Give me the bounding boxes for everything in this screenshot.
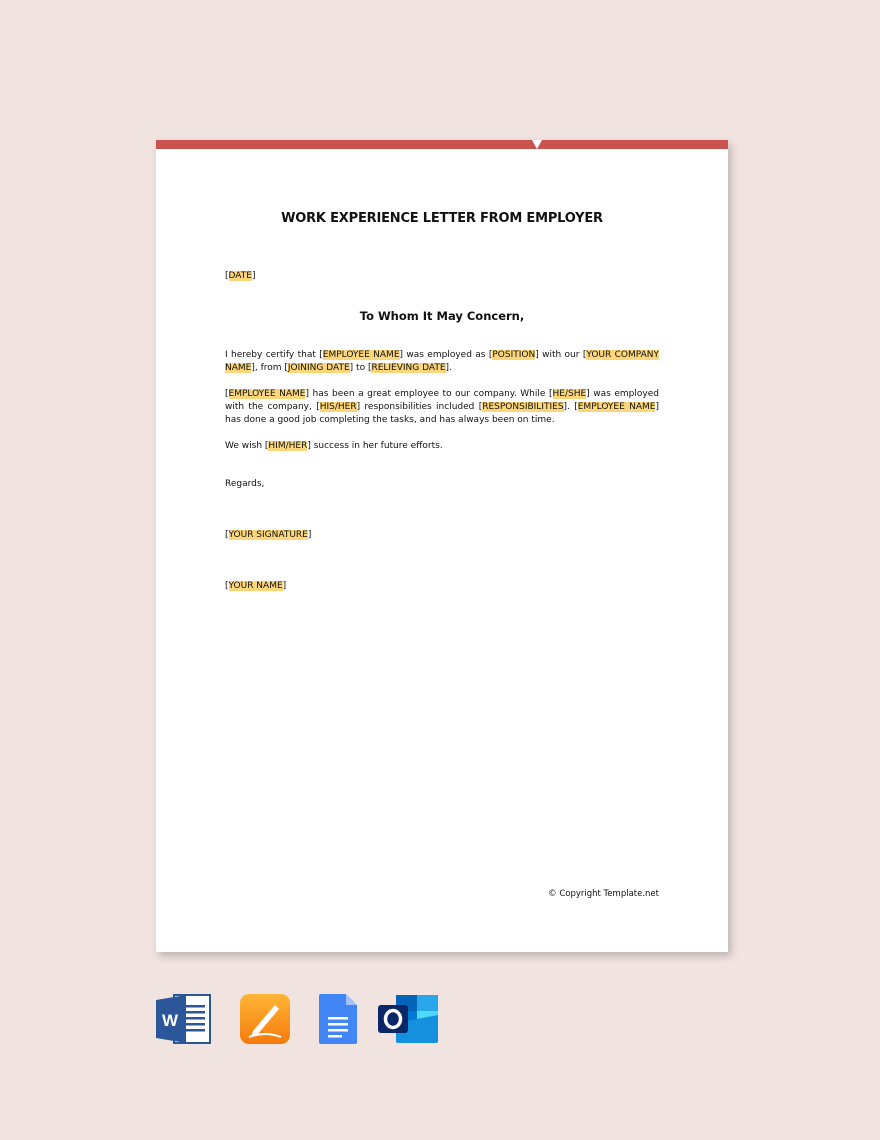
signature-line: [YOUR SIGNATURE]: [225, 530, 312, 540]
document-title: WORK EXPERIENCE LETTER FROM EMPLOYER: [281, 211, 603, 226]
employee-name-placeholder-2: EMPLOYEE NAME: [577, 402, 656, 412]
employee-name-placeholder: EMPLOYEE NAME: [228, 389, 306, 399]
copyright-notice: © Copyright Template.net: [548, 889, 659, 899]
joining-date-placeholder: JOINING DATE: [287, 363, 350, 373]
name-line: [YOUR NAME]: [225, 581, 287, 591]
app-icons-row: [156, 993, 456, 1045]
document-page: [156, 140, 728, 952]
position-placeholder: POSITION: [492, 350, 536, 360]
company-name-placeholder: YOUR COMPANY NAME: [225, 350, 659, 373]
salutation: To Whom It May Concern,: [359, 309, 525, 323]
his-her-placeholder: HIS/HER: [319, 402, 357, 412]
word-icon[interactable]: [156, 993, 212, 1049]
relieving-date-placeholder: RELIEVING DATE: [371, 363, 446, 373]
pages-icon[interactable]: [239, 993, 291, 1049]
signature-placeholder: YOUR SIGNATURE: [228, 530, 308, 540]
svg-text:W: W: [161, 1011, 179, 1030]
employee-name-placeholder: EMPLOYEE NAME: [322, 350, 400, 360]
he-she-placeholder: HE/SHE: [552, 389, 587, 399]
paragraph-2: [EMPLOYEE NAME] has been a great employee to our company. While [HE/SHE] was employed with the company, [HIS/HER] responsibilities included [RESPONSIBILITIES]. [EMPLOYEE NAME] has done a good job completing the tasks, and has always been on time.: [225, 389, 659, 425]
top-bar-notch: [532, 140, 542, 149]
date-placeholder: DATE: [228, 271, 252, 281]
him-her-placeholder: HIM/HER: [268, 441, 308, 451]
responsibilities-placeholder: RESPONSIBILITIES: [482, 402, 564, 412]
paragraph-3: We wish [HIM/HER] success in her future efforts.: [225, 441, 443, 451]
google-docs-icon[interactable]: [318, 993, 358, 1049]
outlook-icon[interactable]: [378, 993, 440, 1049]
name-placeholder: YOUR NAME: [228, 581, 283, 591]
closing: Regards,: [225, 479, 265, 489]
paragraph-1: I hereby certify that [EMPLOYEE NAME] was employed as [POSITION] with our [YOUR COMPANY NAME], from [JOINING DATE] to [RELIEVING DATE].: [225, 350, 659, 373]
top-accent-bar: [156, 140, 728, 149]
date-line: [DATE]: [225, 271, 256, 281]
